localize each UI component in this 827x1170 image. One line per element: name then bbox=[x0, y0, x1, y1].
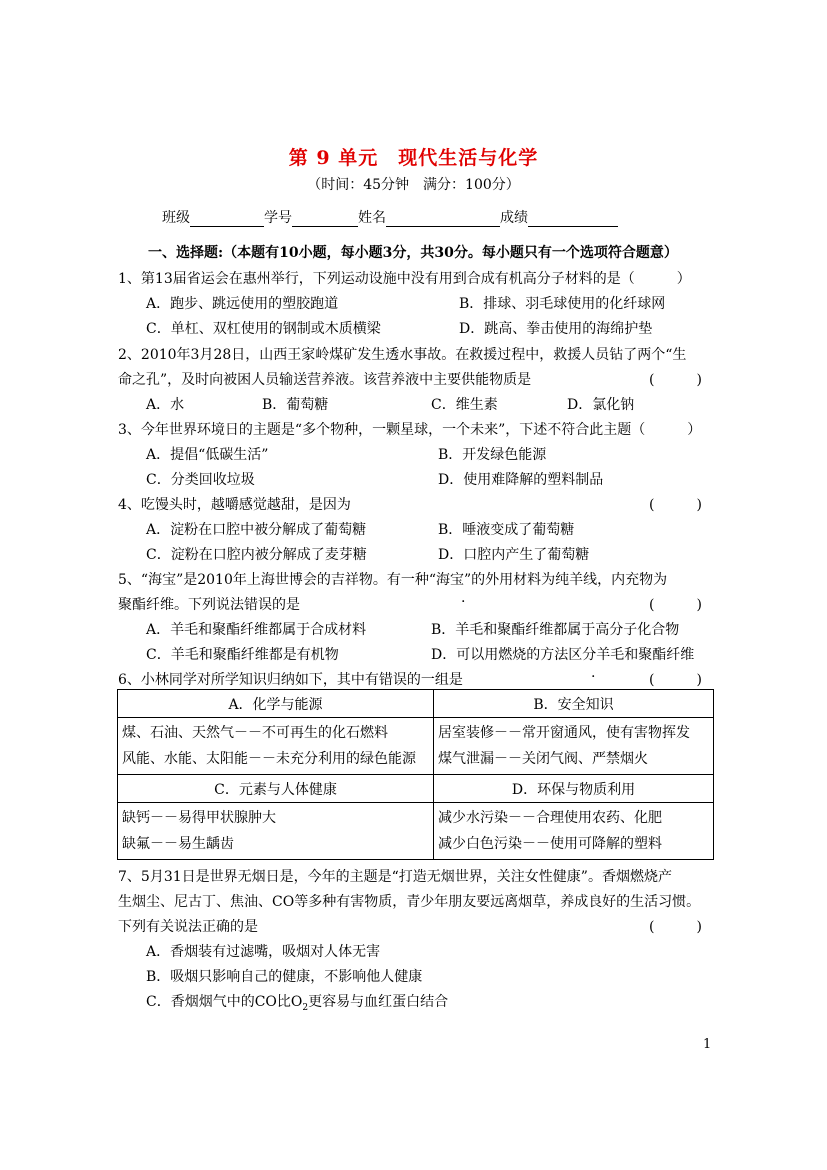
table-c-line2: 缺氟－－易生龋齿 bbox=[122, 836, 234, 852]
number-blank[interactable] bbox=[292, 212, 358, 227]
table-cell-b bbox=[434, 718, 714, 775]
q2-option-c: C．维生素 bbox=[431, 397, 498, 413]
q7-option-b: B．吸烟只影响自己的健康，不影响他人健康 bbox=[146, 969, 423, 985]
table-a-line1: 煤、石油、天然气－－不可再生的化石燃料 bbox=[122, 725, 388, 741]
q2-option-d: D．氯化钠 bbox=[567, 397, 635, 413]
table-head-a: A．化学与能源 bbox=[118, 690, 434, 718]
table-head-d: D．环保与物质利用 bbox=[434, 775, 714, 803]
table-d-line1: 减少水污染－－合理使用农药、化肥 bbox=[438, 810, 662, 826]
page-number: 1 bbox=[703, 1037, 712, 1052]
table-cell-c bbox=[118, 803, 434, 860]
q5-option-c: C．羊毛和聚酯纤维都是有机物 bbox=[146, 647, 339, 663]
q1-stem: 1、第13届省运会在惠州举行，下列运动设施中没有用到合成有机高分子材料的是（ ） bbox=[118, 271, 691, 287]
table-cell-d bbox=[434, 803, 714, 860]
q2-option-a: A．水 bbox=[146, 397, 185, 413]
q4-option-c: C．淀粉在口腔内被分解成了麦芽糖 bbox=[146, 547, 367, 563]
q6-answer-paren: ( ) bbox=[649, 672, 702, 688]
q5-option-b: B．羊毛和聚酯纤维都属于高分子化合物 bbox=[431, 622, 680, 638]
table-b-line1: 居室装修－－常开窗通风，使有害物挥发 bbox=[438, 725, 690, 741]
q4-option-d: D．口腔内产生了葡萄糖 bbox=[438, 547, 590, 563]
q2-stem-line1: 2、2010年3月28日，山西王家岭煤矿发生透水事故。在救援过程中，救援人员钻了两个“生 bbox=[118, 347, 687, 363]
q5-stem-line2: 聚酯纤维。下列说法错误的是 bbox=[118, 597, 300, 613]
q1-option-d: D．跳高、拳击使用的海绵护垫 bbox=[459, 321, 653, 337]
q7-stem-line2: 生烟尘、尼古丁、焦油、CO等多种有害物质，青少年朋友要远离烟草，养成良好的生活习惯。 bbox=[118, 894, 701, 910]
q1-option-b: B．排球、羽毛球使用的化纤球网 bbox=[459, 296, 666, 312]
q5-emphasis-dot: . bbox=[461, 590, 466, 606]
student-info-fields bbox=[162, 207, 618, 227]
q7-option-a: A．香烟装有过滤嘴，吸烟对人体无害 bbox=[146, 944, 381, 960]
q1-option-c: C．单杠、双杠使用的钢制或木质横梁 bbox=[146, 321, 381, 337]
q3-option-d: D．使用难降解的塑料制品 bbox=[438, 472, 604, 488]
q6-stem: 6、小林同学对所学知识归纳如下，其中有错误的一组是 bbox=[118, 672, 463, 688]
table-d-line2: 减少白色污染－－使用可降解的塑料 bbox=[438, 836, 662, 852]
q3-option-a: A．提倡“低碳生活” bbox=[146, 447, 269, 463]
score-blank[interactable] bbox=[528, 212, 618, 227]
exam-info: （时间：45分钟 满分：100分） bbox=[307, 177, 520, 193]
q3-stem: 3、今年世界环境日的主题是“多个物种，一颗星球，一个未来”，下述不符合此主题（ ） bbox=[118, 422, 702, 438]
page-title: 第 9 单元 现代生活与化学 bbox=[288, 147, 539, 169]
table-c-line1: 缺钙－－易得甲状腺肿大 bbox=[122, 810, 276, 826]
q5-answer-paren: ( ) bbox=[649, 597, 702, 613]
q2-stem-line2: 命之孔”，及时向被困人员输送营养液。该营养液中主要供能物质是 bbox=[118, 372, 532, 388]
class-blank[interactable] bbox=[190, 212, 264, 227]
q7-option-c-subscript: 2 bbox=[302, 1002, 309, 1013]
class-label: 班级 bbox=[162, 210, 190, 226]
score-label: 成绩 bbox=[500, 210, 528, 226]
q5-stem-line1: 5、“海宝”是2010年上海世博会的吉祥物。有一种“海宝”的外用材料为纯羊线，内充物为 bbox=[118, 572, 668, 588]
table-a-line2: 风能、水能、太阳能－－未充分利用的绿色能源 bbox=[122, 751, 416, 767]
q7-option-c-pre: C．香烟烟气中的CO比O bbox=[146, 994, 303, 1010]
q5-option-d: D．可以用燃烧的方法区分羊毛和聚酯纤维 bbox=[431, 647, 695, 663]
q1-option-a: A．跑步、跳远使用的塑胶跑道 bbox=[146, 296, 339, 312]
q7-stem-line3: 下列有关说法正确的是 bbox=[118, 919, 258, 935]
q7-answer-paren: ( ) bbox=[649, 919, 702, 935]
q7-option-c-post: 更容易与血红蛋白结合 bbox=[308, 994, 449, 1010]
q7-option-c bbox=[146, 991, 448, 1013]
q4-answer-paren: ( ) bbox=[649, 497, 702, 513]
table-head-c: C．元素与人体健康 bbox=[118, 775, 434, 803]
table-cell-a bbox=[118, 718, 434, 775]
table-head-b: B．安全知识 bbox=[434, 690, 714, 718]
q3-option-c: C．分类回收垃圾 bbox=[146, 472, 255, 488]
number-label: 学号 bbox=[264, 210, 292, 226]
table-b-line2: 煤气泄漏－－关闭气阀、严禁烟火 bbox=[438, 751, 648, 767]
q2-option-b: B．葡萄糖 bbox=[262, 397, 329, 413]
name-label: 姓名 bbox=[358, 210, 386, 226]
q6-emphasis-dot: . bbox=[591, 665, 596, 681]
knowledge-summary-table bbox=[117, 689, 714, 860]
q4-stem: 4、吃馒头时，越嚼感觉越甜，是因为 bbox=[118, 497, 351, 513]
q5-option-a: A．羊毛和聚酯纤维都属于合成材料 bbox=[146, 622, 367, 638]
q4-option-b: B．唾液变成了葡萄糖 bbox=[438, 522, 575, 538]
name-blank[interactable] bbox=[386, 212, 500, 227]
q3-option-b: B．开发绿色能源 bbox=[438, 447, 547, 463]
q7-stem-line1: 7、5月31日是世界无烟日是，今年的主题是“打造无烟世界，关注女性健康”。香烟燃烧产 bbox=[118, 869, 672, 885]
section-heading: 一、选择题:（本题有10小题，每小题3分，共30分。每小题只有一个选项符合题意） bbox=[148, 245, 678, 261]
q2-answer-paren: ( ) bbox=[649, 372, 702, 388]
q4-option-a: A．淀粉在口腔中被分解成了葡萄糖 bbox=[146, 522, 367, 538]
